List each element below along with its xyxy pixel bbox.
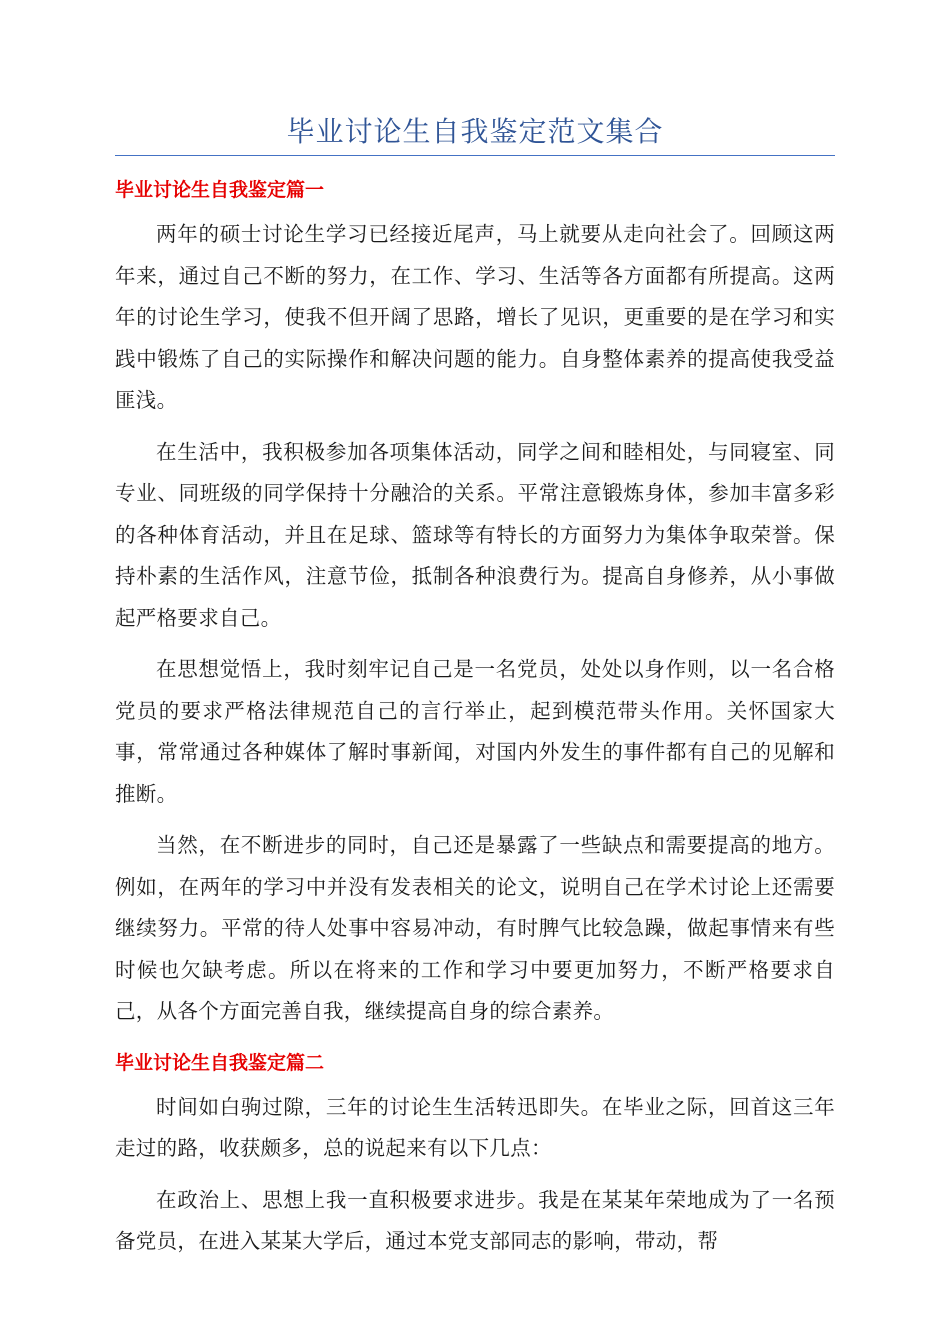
- paragraph: 当然，在不断进步的同时，自己还是暴露了一些缺点和需要提高的地方。例如，在两年的学习中并没有发表相关的论文，说明自己在学术讨论上还需要继续努力。平常的待人处事中容易冲动，有时脾气比较急躁，做起事情来有些时候也欠缺考虑。所以在将来的工作和学习中要更加努力，不断严格要求自己，从各个方面完善自我，继续提高自身的综合素养。: [115, 833, 835, 1023]
- title-underline: [115, 155, 835, 156]
- section-heading: 毕业讨论生自我鉴定篇二: [115, 1051, 325, 1074]
- section-heading: 毕业讨论生自我鉴定篇一: [115, 179, 325, 201]
- paragraph: 两年的硕士讨论生学习已经接近尾声，马上就要从走向社会了。回顾这两年来，通过自己不断的努力，在工作、学习、生活等各方面都有所提高。这两年的讨论生学习，使我不但开阔了思路，增长了见识，更重要的是在学习和实践中锻炼了自己的实际操作和解决问题的能力。自身整体素养的提高使我受益匪浅。: [115, 222, 835, 412]
- paragraph: 在生活中，我积极参加各项集体活动，同学之间和睦相处，与同寝室、同专业、同班级的同学保持十分融洽的关系。平常注意锻炼身体，参加丰富多彩的各种体育活动，并且在足球、篮球等有特长的方面努力为集体争取荣誉。保持朴素的生活作风，注意节俭，抵制各种浪费行为。提高自身修养，从小事做起严格要求自己。: [115, 439, 835, 630]
- paragraph: 在政治上、思想上我一直积极要求进步。我是在某某年荣地成为了一名预备党员，在进入某某大学后，通过本党支部同志的影响，带动，帮: [115, 1187, 835, 1253]
- document-body: [115, 174, 835, 1273]
- paragraph: 在思想觉悟上，我时刻牢记自己是一名党员，处处以身作则，以一名合格党员的要求严格法律规范自己的言行举止，起到模范带头作用。关怀国家大事，常常通过各种媒体了解时事新闻，对国内外发生的事件都有自己的见解和推断。: [115, 657, 835, 806]
- section-1: [115, 174, 835, 1033]
- paragraph: 时间如白驹过隙，三年的讨论生生活转迅即失。在毕业之际，回首这三年走过的路，收获颇多，总的说起来有以下几点：: [115, 1094, 835, 1160]
- document-title: 毕业讨论生自我鉴定范文集合: [286, 115, 664, 148]
- section-2: [115, 1047, 835, 1263]
